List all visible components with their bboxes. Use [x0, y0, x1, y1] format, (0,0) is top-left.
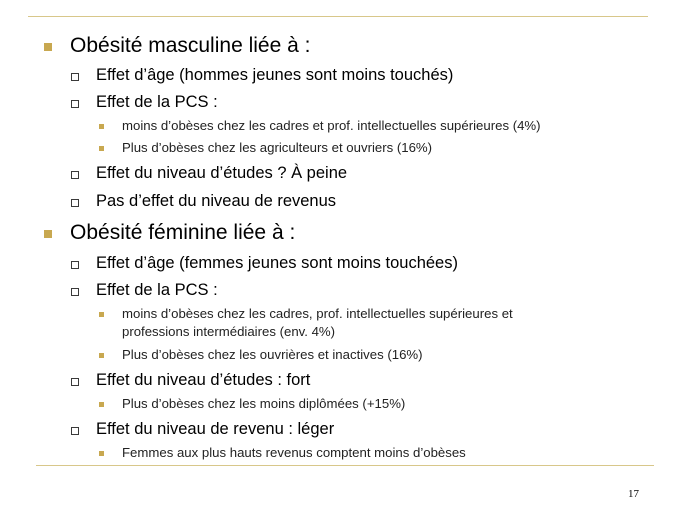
- hollow-square-bullet-icon: [71, 100, 79, 108]
- small-square-bullet-icon: [99, 353, 104, 358]
- page-number: 17: [628, 488, 639, 500]
- square-bullet-icon: [44, 230, 52, 238]
- small-square-bullet-icon: [99, 451, 104, 456]
- small-square-bullet-icon: [99, 402, 104, 407]
- hollow-square-bullet-icon: [71, 261, 79, 269]
- small-square-bullet-icon: [99, 124, 104, 129]
- square-bullet-icon: [44, 43, 52, 51]
- bottom-divider: [36, 465, 654, 466]
- hollow-square-bullet-icon: [71, 427, 79, 435]
- small-square-bullet-icon: [99, 312, 104, 317]
- hollow-square-bullet-icon: [71, 171, 79, 179]
- top-divider: [28, 16, 648, 17]
- slide: Obésité masculine liée à : Effet d’âge (hommes jeunes sont moins touchés) Effet de la PCS : moins d’obèses chez les cadres et prof. intellectuelles supérieures (4%) Plus d’obèses chez les agriculteurs et ouvriers (16%) Effet du niveau d’études ? À peine Pas d’effet du niveau de revenus Obésité féminine liée à : Effet d’âge (femmes jeunes sont moins touchées) Effet de la PCS : moins d’obèses chez les cadres, prof. intellectuelles supérieures et professions intermédiaires (env. 4%) Plus d’obèses chez les ouvrières et inactives (16%) Effet du niveau d’études : fort Plus d’obèses chez les moins diplômées (+15%) Effet du niveau de revenu : léger Femmes aux plus hauts revenus comptent moins d’obèses 17: [0, 0, 689, 517]
- small-square-bullet-icon: [99, 146, 104, 151]
- hollow-square-bullet-icon: [71, 288, 79, 296]
- hollow-square-bullet-icon: [71, 199, 79, 207]
- hollow-square-bullet-icon: [71, 378, 79, 386]
- hollow-square-bullet-icon: [71, 73, 79, 81]
